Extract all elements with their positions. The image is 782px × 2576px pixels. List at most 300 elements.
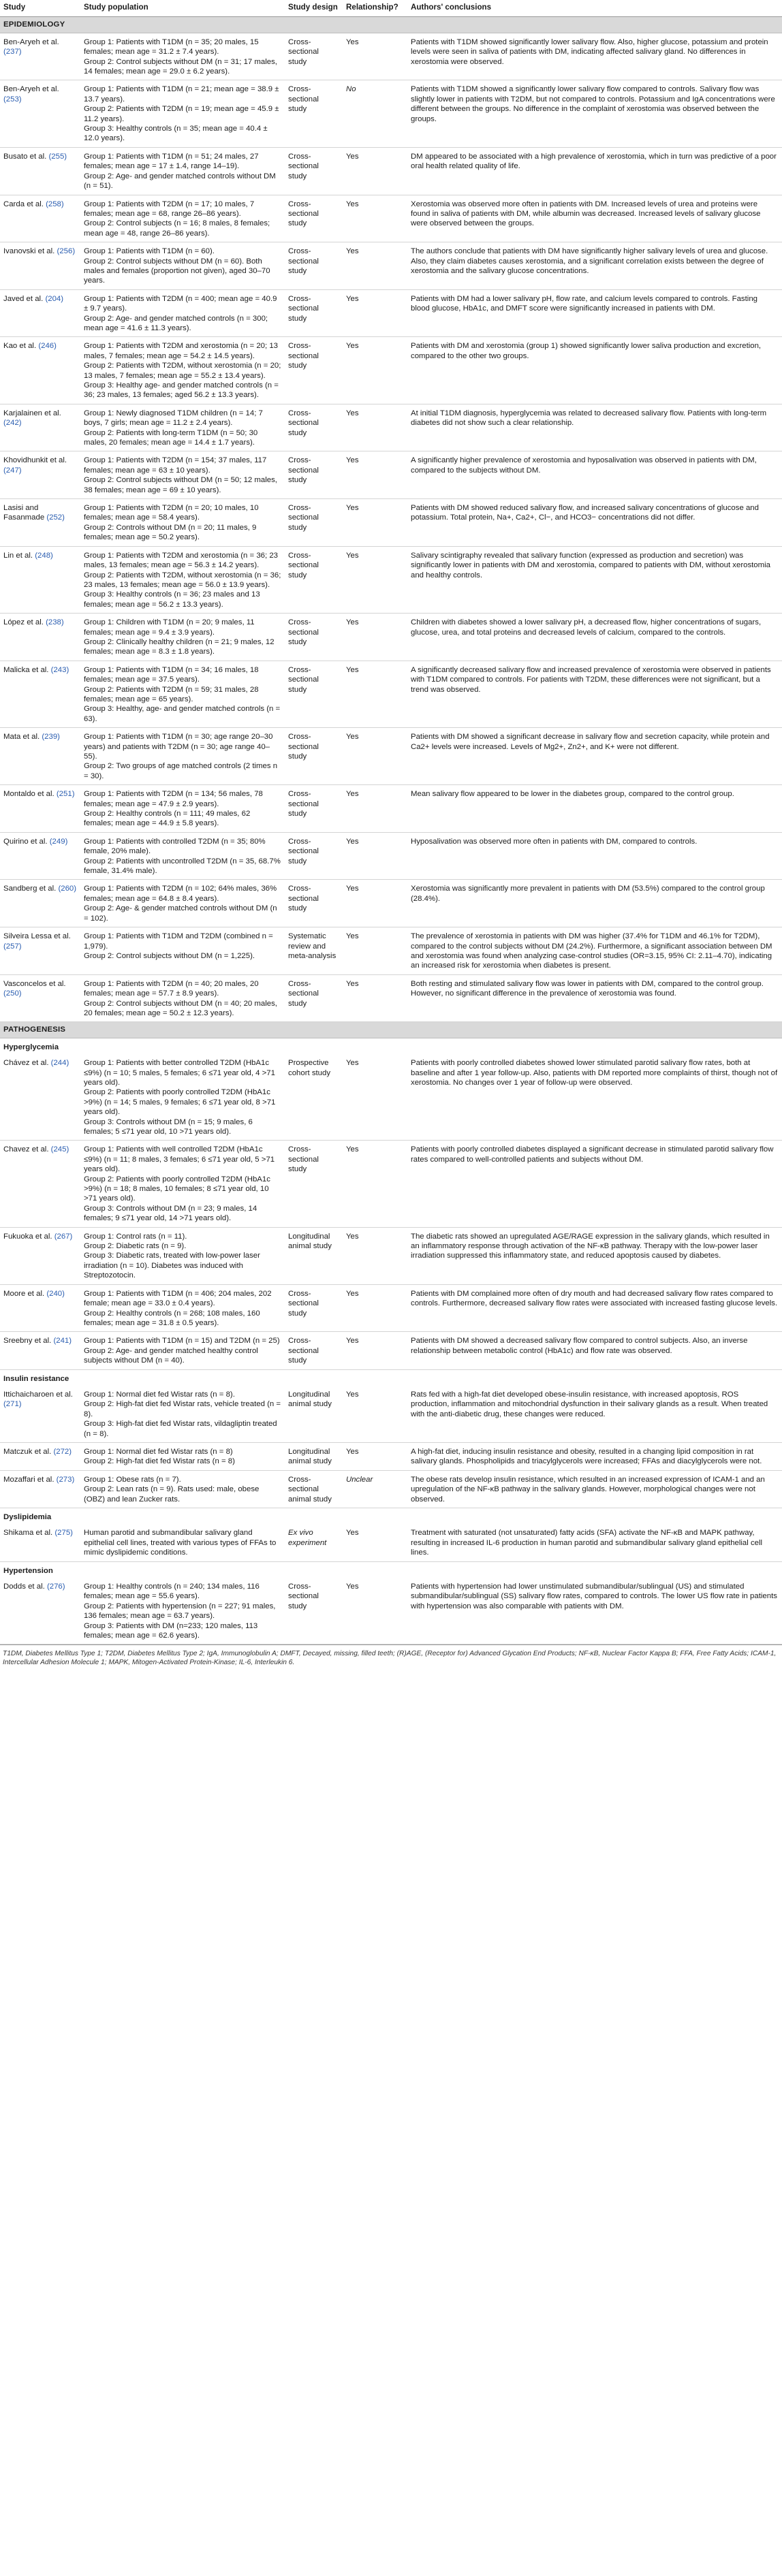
conclusions-cell: The diabetic rats showed an upregulated AGE/RAGE expression in the salivary glands, which resulted in an inflammatory response through activation of the NF-κB pathway. Therapy with the low-power laser irradiation suppressed this inflammatory state, and reduced apoptosis caused by diabetes.	[407, 1227, 782, 1284]
study-name: Quirino et al.	[3, 837, 48, 846]
population-group: Group 1: Normal diet fed Wistar rats (n = 8).	[84, 1390, 235, 1399]
study-reference-link[interactable]: (273)	[56, 1475, 75, 1484]
table-row	[0, 832, 782, 880]
table-row	[0, 927, 782, 975]
conclusions-cell: Patients with poorly controlled diabetes displayed a significant decrease in stimulated parotid salivary flow rates compared to well-controlled patients and subjects without DM.	[407, 1141, 782, 1227]
relationship-cell: Yes	[343, 1442, 407, 1470]
study-name: Fukuoka et al.	[3, 1232, 52, 1241]
study-reference-link[interactable]: (255)	[48, 152, 67, 161]
conclusions-cell: Xerostomia was significantly more prevalent in patients with DM (53.5%) compared to the control group (28.4%).	[407, 880, 782, 927]
population-group: Group 2: Patients with poorly controlled T2DM (HbA1c >9%) (n = 14; 5 males, 9 females; 6 ≤71 year old, 8 >71 years old).	[84, 1088, 276, 1117]
population-cell	[80, 1227, 285, 1284]
population-group: Group 2: Healthy controls (n = 111; 49 males, 62 females; mean age = 44.9 ± 5.8 years).	[84, 810, 251, 828]
study-reference-link[interactable]: (247)	[3, 466, 22, 475]
relationship-cell: Yes	[343, 546, 407, 613]
population-group: Group 1: Patients with T2DM (n = 134; 56 males, 78 females; mean age = 47.9 ± 2.9 years).	[84, 790, 263, 808]
study-name: Montaldo et al.	[3, 790, 54, 799]
table-row	[0, 880, 782, 927]
table-row	[0, 546, 782, 613]
study-reference-link[interactable]: (252)	[46, 513, 65, 522]
study-name: Dodds et al.	[3, 1583, 45, 1591]
study-name: Kao et al.	[3, 342, 37, 351]
study-name: Lasisi and Fasanmade	[3, 504, 45, 522]
population-group: Group 2: Clinically healthy children (n = 21; 9 males, 12 females; mean age = 8.3 ± 1.8 years).	[84, 637, 275, 656]
population-group: Group 2: Patients with hypertension (n = 227; 91 males, 136 females; mean age = 63.7 years).	[84, 1602, 276, 1621]
table-row	[0, 614, 782, 661]
study-cell	[0, 974, 80, 1022]
header-study: Study	[0, 0, 80, 17]
population-group: Group 3: Healthy, age- and gender matched controls (n = 63).	[84, 705, 281, 723]
table-row	[0, 1470, 782, 1508]
population-cell	[80, 880, 285, 927]
design-cell: Cross-sectional study	[285, 785, 343, 833]
table-row	[0, 242, 782, 290]
study-cell	[0, 1524, 80, 1561]
population-group: Group 1: Patients with T2DM (n = 400; mean age = 40.9 ± 9.7 years).	[84, 294, 277, 313]
population-group: Group 2: Age- and gender matched controls without DM (n = 51).	[84, 172, 276, 191]
design-cell: Cross-sectional study	[285, 661, 343, 727]
table-row	[0, 1054, 782, 1141]
population-group: Group 1: Patients with better controlled T2DM (HbA1c ≤9%) (n = 10; 5 males, 5 females; 6 ≤71 year old, 4 >71 years old).	[84, 1059, 275, 1087]
conclusions-cell: Rats fed with a high-fat diet developed obese-insulin resistance, with increased apoptosis, ROS production, inflammation and mitochondrial dysfunction in their salivary glands as a result. When treated with the anti-diabetic drug, these changes were reduced.	[407, 1386, 782, 1443]
population-group: Group 1: Healthy controls (n = 240; 134 males, 116 females; mean age = 55.6 years).	[84, 1583, 260, 1601]
population-group: Group 1: Patients with T1DM (n = 15) and T2DM (n = 25)	[84, 1337, 280, 1346]
table-header	[0, 0, 782, 17]
population-group: Group 2: Patients with T2DM (n = 59; 31 males, 28 females; mean age = 65 years).	[84, 685, 259, 703]
study-reference-link[interactable]: (251)	[56, 790, 75, 799]
header-conclusions: Authors' conclusions	[407, 0, 782, 17]
population-group: Group 2: Patients with T2DM, without xerostomia (n = 20; 13 males, 7 females; mean age = 55.2 ± 13.4 years).	[84, 362, 281, 380]
conclusions-cell: The authors conclude that patients with DM have significantly higher salivary levels of urea and glucose. Also, they claim diabetes causes xerostomia, and a significant correlation exists between the degree of xerostomia and the salivary glucose concentrations.	[407, 242, 782, 290]
design-cell: Cross-sectional study	[285, 33, 343, 80]
population-group: Group 2: Control subjects (n = 16; 8 males, 8 females; mean age = 48, range 26–86 years).	[84, 219, 270, 238]
population-group: Group 1: Patients with well controlled T2DM (HbA1c ≤9%) (n = 11; 8 males, 3 females; 6 ≤71 year old, 5 >71 years old).	[84, 1145, 275, 1174]
population-cell	[80, 1470, 285, 1508]
population-cell	[80, 1578, 285, 1644]
study-reference-link[interactable]: (256)	[57, 247, 76, 256]
study-name: Sreebny et al.	[3, 1337, 52, 1346]
design-cell: Cross-sectional study	[285, 880, 343, 927]
subsection-title: Dyslipidemia	[3, 1513, 52, 1521]
study-name: Shikama et al.	[3, 1529, 53, 1538]
population-group: Group 1: Patients with T1DM (n = 51; 24 males, 27 females; mean age = 17 ± 1.4, range 14–19).	[84, 152, 259, 171]
design-cell: Systematic review and meta-analysis	[285, 927, 343, 975]
relationship-cell: Yes	[343, 1578, 407, 1644]
study-cell	[0, 451, 80, 499]
population-group: Group 2: Control subjects without DM (n = 40; 20 males, 20 females; mean age = 50.2 ± 12.3 years).	[84, 999, 277, 1017]
conclusions-cell: A significantly decreased salivary flow and increased prevalence of xerostomia were observed in patients with T1DM compared to controls. For patients with T2DM, these differences were not significant, but a trend was observed.	[407, 661, 782, 727]
study-name: Javed et al.	[3, 294, 44, 303]
study-cell	[0, 1284, 80, 1332]
study-reference-link[interactable]: (242)	[3, 419, 22, 428]
study-cell	[0, 80, 80, 147]
header-row	[0, 0, 782, 17]
table-row	[0, 337, 782, 404]
design-cell: Ex vivo experiment	[285, 1524, 343, 1561]
population-group: Group 3: Controls without DM (n = 23; 9 males, 14 females; 9 ≤71 year old, 14 >71 years old).	[84, 1204, 257, 1223]
relationship-cell: Yes	[343, 289, 407, 337]
population-group: Group 2: High-fat diet fed Wistar rats, vehicle treated (n = 8).	[84, 1400, 281, 1418]
table-row	[0, 195, 782, 242]
design-cell: Cross-sectional study	[285, 974, 343, 1022]
study-cell	[0, 661, 80, 727]
study-name: Silveira Lessa et al.	[3, 932, 71, 941]
table-row	[0, 1524, 782, 1561]
study-cell	[0, 33, 80, 80]
population-group: Group 1: Patients with T1DM (n = 35; 20 males, 15 females; mean age = 31.2 ± 7.4 years).	[84, 37, 259, 57]
population-group: Group 2: Age- and gender matched healthy control subjects without DM (n = 40).	[84, 1346, 258, 1365]
conclusions-cell: The obese rats develop insulin resistance, which resulted in an increased expression of ICAM-1 and an upregulation of the NF-κB pathway in the salivary glands. However, morphological changes were not observed.	[407, 1470, 782, 1508]
study-cell	[0, 728, 80, 785]
population-group: Group 3: Healthy controls (n = 35; mean age = 40.4 ± 12.0 years).	[84, 125, 268, 143]
design-cell: Cross-sectional study	[285, 614, 343, 661]
study-cell	[0, 880, 80, 927]
relationship-cell: Yes	[343, 1332, 407, 1369]
study-reference-link[interactable]: (249)	[49, 837, 68, 846]
study-name: Ittichaicharoen et al.	[3, 1390, 73, 1399]
population-group: Group 1: Patients with T1DM (n = 21; mean age = 38.9 ± 13.7 years).	[84, 85, 279, 104]
population-group: Group 1: Control rats (n = 11).	[84, 1232, 187, 1241]
study-name: Ben-Aryeh et al.	[3, 85, 59, 94]
population-cell	[80, 614, 285, 661]
study-reference-link[interactable]: (276)	[46, 1583, 65, 1591]
table-row	[0, 1386, 782, 1443]
relationship-cell: Yes	[343, 147, 407, 195]
population-group: Group 2: Healthy controls (n = 268; 108 males, 160 females; mean age = 31.8 ± 0.5 years).	[84, 1309, 260, 1327]
study-cell	[0, 1332, 80, 1369]
study-reference-link[interactable]: (244)	[50, 1059, 69, 1068]
relationship-cell: Yes	[343, 1524, 407, 1561]
population-cell	[80, 974, 285, 1022]
study-name: Mozaffari et al.	[3, 1475, 54, 1484]
relationship-cell: Unclear	[343, 1470, 407, 1508]
relationship-cell: Yes	[343, 1141, 407, 1227]
subsection-title: Hypertension	[3, 1566, 53, 1575]
population-cell	[80, 499, 285, 547]
study-cell	[0, 242, 80, 290]
section-row	[0, 17, 782, 33]
table-row	[0, 1442, 782, 1470]
conclusions-cell: Patients with DM showed reduced salivary flow, and increased salivary concentrations of glucose and potassium. Total protein, Na+, Ca2+, Cl−, and HCO3− concentrations did not differ.	[407, 499, 782, 547]
population-cell	[80, 33, 285, 80]
relationship-cell: Yes	[343, 728, 407, 785]
study-reference-link[interactable]: (275)	[54, 1529, 73, 1538]
design-cell: Cross-sectional study	[285, 404, 343, 451]
table-row	[0, 147, 782, 195]
conclusions-cell: Treatment with saturated (not unsaturated) fatty acids (SFA) activate the NF-κB and MAPK pathway, resulting in increased IL-6 production in human parotid and submandibular salivary gland epithelial cell lines.	[407, 1524, 782, 1561]
study-reference-link[interactable]: (258)	[46, 200, 64, 208]
conclusions-cell: The prevalence of xerostomia in patients with DM was higher (37.4% for T1DM and 46.1% for T2DM), compared to the control subjects without DM (24.2%). Furthermore, a significant association between DM and xerostomia was found when analyzing case-control studies (OR=3.15, 95% CI: 2.11–4.70), indicating an increased risk for xerostomia when diabetes is present.	[407, 927, 782, 975]
design-cell: Cross-sectional study	[285, 499, 343, 547]
population-group: Group 2: Patients with T2DM, without xerostomia (n = 36; 23 males, 13 females; mean age = 56.0 ± 13.9 years).	[84, 571, 281, 589]
study-cell	[0, 289, 80, 337]
population-cell	[80, 927, 285, 975]
population-group: Group 2: Control subjects without DM (n = 1,225).	[84, 951, 255, 960]
study-reference-link[interactable]: (204)	[45, 294, 64, 303]
conclusions-cell: Salivary scintigraphy revealed that salivary function (expressed as production and secretion) was significantly lower in patients with DM and xerostomia, compared to patients with DM, without xerostomia and healthy controls.	[407, 546, 782, 613]
design-cell: Cross-sectional study	[285, 728, 343, 785]
population-cell	[80, 728, 285, 785]
study-cell	[0, 1386, 80, 1443]
design-cell: Longitudinal animal study	[285, 1227, 343, 1284]
population-group: Group 2: Patients with uncontrolled T2DM (n = 35, 68.7% female, 31.4% male).	[84, 857, 281, 876]
population-cell	[80, 1054, 285, 1141]
study-reference-link[interactable]: (246)	[38, 342, 57, 351]
population-group: Human parotid and submandibular salivary gland epithelial cell lines, treated with various types of FFAs to mimic dyslipidemic conditions.	[84, 1529, 277, 1557]
population-cell	[80, 242, 285, 290]
population-cell	[80, 1524, 285, 1561]
conclusions-cell: Patients with poorly controlled diabetes showed lower stimulated parotid salivary flow rates, both at baseline and after 1 year follow-up. Also, patients with DM reported more complaints of thirst, though not of xerostomia. No changes over 1 year of follow-up were observed.	[407, 1054, 782, 1141]
study-cell	[0, 1227, 80, 1284]
table-row	[0, 451, 782, 499]
header-design: Study design	[285, 0, 343, 17]
study-cell	[0, 1578, 80, 1644]
study-reference-link[interactable]: (238)	[46, 618, 64, 627]
population-cell	[80, 147, 285, 195]
subsection-row	[0, 1508, 782, 1525]
study-name: Karjalainen et al.	[3, 409, 61, 417]
study-reference-link[interactable]: (245)	[50, 1145, 69, 1154]
study-reference-link[interactable]: (260)	[58, 885, 77, 893]
population-group: Group 2: High-fat diet fed Wistar rats (n = 8)	[84, 1457, 235, 1466]
study-reference-link[interactable]: (267)	[54, 1232, 73, 1241]
population-group: Group 3: Diabetic rats, treated with low-power laser irradiation (n = 10). Diabetes was induced with Streptozotocin.	[84, 1252, 260, 1280]
design-cell: Cross-sectional study	[285, 80, 343, 147]
table-row	[0, 1284, 782, 1332]
table-row	[0, 33, 782, 80]
study-name: Khovidhunkit et al.	[3, 456, 67, 465]
relationship-cell: Yes	[343, 451, 407, 499]
table-row	[0, 1227, 782, 1284]
population-cell	[80, 661, 285, 727]
conclusions-cell: Both resting and stimulated salivary flow was lower in patients with DM, compared to the control group. However, no significant difference in the prevalence of xerostomia was found.	[407, 974, 782, 1022]
design-cell: Cross-sectional study	[285, 242, 343, 290]
population-group: Group 2: Control subjects without DM (n = 60). Both males and females (proportion not given), aged 30–70 years.	[84, 257, 270, 285]
population-group: Group 1: Patients with T1DM (n = 60).	[84, 247, 215, 256]
study-reference-link[interactable]: (240)	[46, 1289, 65, 1298]
study-name: Chavez et al.	[3, 1145, 49, 1154]
table-row	[0, 974, 782, 1022]
population-group: Group 2: Age- and gender matched controls (n = 300; mean age = 41.6 ± 11.3 years).	[84, 314, 268, 332]
subsection-row	[0, 1369, 782, 1386]
population-group: Group 1: Patients with T2DM (n = 17; 10 males, 7 females; mean age = 68, range 26–86 years).	[84, 200, 255, 218]
subsection-title: Hyperglycemia	[3, 1043, 59, 1051]
population-cell	[80, 337, 285, 404]
population-group: Group 1: Normal diet fed Wistar rats (n = 8)	[84, 1447, 233, 1456]
study-reference-link[interactable]: (239)	[42, 733, 60, 742]
conclusions-cell: Patients with DM complained more often of dry mouth and had decreased salivary flow rates compared to controls. Furthermore, decreased salivary flow rates were associated with increased fasting glucose levels.	[407, 1284, 782, 1332]
study-name: Mata et al.	[3, 733, 40, 742]
relationship-cell: Yes	[343, 832, 407, 880]
design-cell: Cross-sectional study	[285, 546, 343, 613]
study-name: López et al.	[3, 618, 44, 627]
relationship-cell: Yes	[343, 785, 407, 833]
study-name: Moore et al.	[3, 1289, 45, 1298]
conclusions-cell: A significantly higher prevalence of xerostomia and hyposalivation was observed in patients with DM, compared to the subjects without DM.	[407, 451, 782, 499]
population-group: Group 2: Patients with long-term T1DM (n = 50; 30 males, 20 females; mean age = 14.4 ± 1.7 years).	[84, 428, 258, 447]
conclusions-cell: Patients with DM had a lower salivary pH, flow rate, and calcium levels compared to controls. Fasting blood glucose, HbA1c, and DMFT score were significantly increased in patients with DM.	[407, 289, 782, 337]
conclusions-cell: DM appeared to be associated with a high prevalence of xerostomia, which in turn was predictive of a poor oral health related quality of life.	[407, 147, 782, 195]
study-cell	[0, 546, 80, 613]
table-row	[0, 1141, 782, 1227]
study-cell	[0, 404, 80, 451]
population-cell	[80, 80, 285, 147]
population-cell	[80, 1332, 285, 1369]
table-row	[0, 289, 782, 337]
conclusions-cell: At initial T1DM diagnosis, hyperglycemia was related to decreased salivary flow. Patients with long-term diabetes did not show such a clear relationship.	[407, 404, 782, 451]
relationship-cell: Yes	[343, 33, 407, 80]
table-row	[0, 80, 782, 147]
population-group: Group 1: Patients with controlled T2DM (n = 35; 80% female, 20% male).	[84, 837, 266, 856]
design-cell: Cross-sectional animal study	[285, 1470, 343, 1508]
population-group: Group 1: Newly diagnosed T1DM children (n = 14; 7 boys, 7 girls; mean age = 11.2 ± 2.4 years).	[84, 409, 263, 428]
relationship-cell: Yes	[343, 499, 407, 547]
header-relationship: Relationship?	[343, 0, 407, 17]
study-name: Matczuk et al.	[3, 1447, 52, 1456]
study-reference-link[interactable]: (271)	[3, 1400, 22, 1409]
design-cell: Prospective cohort study	[285, 1054, 343, 1141]
table-row	[0, 404, 782, 451]
study-name: Lin et al.	[3, 551, 33, 560]
population-group: Group 2: Lean rats (n = 9). Rats used: male, obese (OBZ) and lean Zucker rats.	[84, 1485, 260, 1504]
design-cell: Cross-sectional study	[285, 451, 343, 499]
study-name: Chávez et al.	[3, 1059, 49, 1068]
design-cell: Longitudinal animal study	[285, 1442, 343, 1470]
design-cell: Cross-sectional study	[285, 147, 343, 195]
study-reference-link[interactable]: (257)	[3, 942, 22, 951]
table-row	[0, 1578, 782, 1644]
study-cell	[0, 147, 80, 195]
conclusions-cell: Patients with T1DM showed significantly lower salivary flow. Also, higher glucose, potassium and protein levels were seen in saliva of patients with DM, indicating affected salivary gland. No differences in xerostomia were observed.	[407, 33, 782, 80]
study-cell	[0, 195, 80, 242]
population-group: Group 3: Patients with DM (n=233; 120 males, 113 females; mean age = 62.6 years).	[84, 1621, 258, 1640]
study-name: Carda et al.	[3, 200, 44, 208]
relationship-cell: Yes	[343, 404, 407, 451]
population-cell	[80, 289, 285, 337]
relationship-cell: Yes	[343, 337, 407, 404]
section-title: EPIDEMIOLOGY	[0, 17, 782, 33]
study-name: Ben-Aryeh et al.	[3, 37, 59, 46]
design-cell: Longitudinal animal study	[285, 1386, 343, 1443]
study-cell	[0, 785, 80, 833]
section-title: PATHOGENESIS	[0, 1022, 782, 1038]
design-cell: Cross-sectional study	[285, 1578, 343, 1644]
relationship-cell: Yes	[343, 1386, 407, 1443]
table-row	[0, 785, 782, 833]
study-name: Malicka et al.	[3, 665, 49, 674]
population-group: Group 1: Obese rats (n = 7).	[84, 1475, 181, 1484]
conclusions-cell: Children with diabetes showed a lower salivary pH, a decreased flow, higher concentrations of sugars, glucose, urea, and total proteins and decreased levels of calcium, compared to the controls.	[407, 614, 782, 661]
design-cell: Cross-sectional study	[285, 289, 343, 337]
relationship-cell: Yes	[343, 1227, 407, 1284]
table-row	[0, 499, 782, 547]
population-group: Group 1: Patients with T1DM (n = 34; 16 males, 18 females; mean age = 37.5 years).	[84, 665, 259, 684]
population-group: Group 2: Two groups of age matched controls (2 times n = 30).	[84, 762, 278, 780]
study-reference-link[interactable]: (253)	[3, 95, 22, 104]
conclusions-cell: Mean salivary flow appeared to be lower in the diabetes group, compared to the control group.	[407, 785, 782, 833]
study-cell	[0, 832, 80, 880]
study-name: Busato et al.	[3, 152, 47, 161]
population-cell	[80, 832, 285, 880]
population-group: Group 3: Healthy age- and gender matched controls (n = 36; 23 males, 13 females; aged 56.2 ± 13.3 years).	[84, 381, 279, 400]
study-reference-link[interactable]: (272)	[53, 1447, 72, 1456]
design-cell: Cross-sectional study	[285, 1332, 343, 1369]
population-cell	[80, 1386, 285, 1443]
header-population: Study population	[80, 0, 285, 17]
study-cell	[0, 927, 80, 975]
population-group: Group 1: Patients with T2DM and xerostomia (n = 20; 13 males, 7 females; mean age = 54.2 ± 14.5 years).	[84, 342, 279, 360]
population-group: Group 2: Diabetic rats (n = 9).	[84, 1242, 187, 1251]
population-group: Group 1: Patients with T2DM (n = 154; 37 males, 117 females; mean age = 63 ± 10 years).	[84, 456, 267, 475]
population-cell	[80, 546, 285, 613]
conclusions-cell: Patients with hypertension had lower unstimulated submandibular/sublingual (US) and stimulated submandibular/sublingual (SS) salivary flow rates, compared to controls. The lower US flow rate in patients with hypertension was also comparable with patients with DM.	[407, 1578, 782, 1644]
population-group: Group 1: Patients with T2DM (n = 20; 10 males, 10 females; mean age = 58.4 years).	[84, 504, 259, 522]
relationship-cell: Yes	[343, 927, 407, 975]
design-cell: Cross-sectional study	[285, 195, 343, 242]
design-cell: Cross-sectional study	[285, 832, 343, 880]
table-row	[0, 728, 782, 785]
conclusions-cell: Patients with DM and xerostomia (group 1) showed significantly lower saliva production and excretion, compared to the other two groups.	[407, 337, 782, 404]
study-reference-link[interactable]: (243)	[50, 665, 69, 674]
study-name: Sandberg et al.	[3, 885, 57, 893]
population-cell	[80, 404, 285, 451]
design-cell: Cross-sectional study	[285, 337, 343, 404]
table-body	[0, 17, 782, 1644]
relationship-cell: Yes	[343, 661, 407, 727]
study-cell	[0, 1054, 80, 1141]
subsection-row	[0, 1561, 782, 1578]
population-group: Group 3: Controls without DM (n = 15; 9 males, 6 females; 5 ≤71 year old, 10 >71 years old).	[84, 1117, 253, 1136]
design-cell: Cross-sectional study	[285, 1284, 343, 1332]
study-reference-link[interactable]: (237)	[3, 48, 22, 57]
population-group: Group 3: High-fat diet fed Wistar rats, vildagliptin treated (n = 8).	[84, 1420, 277, 1438]
relationship-cell: Yes	[343, 242, 407, 290]
subsection-row	[0, 1038, 782, 1054]
conclusions-cell: Patients with DM showed a decreased salivary flow compared to control subjects. Also, an inverse relationship between metabolic control (HbA1c) and flow rate was observed.	[407, 1332, 782, 1369]
study-reference-link[interactable]: (248)	[35, 551, 53, 560]
study-cell	[0, 499, 80, 547]
population-group: Group 2: Controls without DM (n = 20; 11 males, 9 females; mean age = 50.2 years).	[84, 523, 257, 542]
population-group: Group 1: Patients with T2DM (n = 40; 20 males, 20 females; mean age = 57.7 ± 8.9 years).	[84, 979, 259, 998]
study-reference-link[interactable]: (250)	[3, 989, 22, 998]
relationship-cell: Yes	[343, 195, 407, 242]
population-cell	[80, 1442, 285, 1470]
population-group: Group 1: Patients with T1DM and T2DM (combined n = 1,979).	[84, 932, 273, 951]
study-reference-link[interactable]: (241)	[53, 1337, 72, 1346]
population-group: Group 1: Children with T1DM (n = 20; 9 males, 11 females; mean age = 9.4 ± 3.9 years).	[84, 618, 255, 637]
conclusions-cell: Xerostomia was observed more often in patients with DM. Increased levels of urea and proteins were found in saliva of patients with DM, while albumin was decreased. Increased levels of salivary glucose were observed between the groups.	[407, 195, 782, 242]
relationship-cell: Yes	[343, 614, 407, 661]
study-name: Vasconcelos et al.	[3, 979, 66, 988]
population-group: Group 1: Patients with T2DM and xerostomia (n = 36; 23 males, 13 females; mean age = 56.3 ± 14.2 years).	[84, 551, 279, 570]
population-group: Group 2: Age- & gender matched controls without DM (n = 102).	[84, 904, 277, 923]
subsection-title: Insulin resistance	[3, 1374, 69, 1383]
population-cell	[80, 785, 285, 833]
population-group: Group 3: Healthy controls (n = 36; 23 males and 13 females; mean age = 56.2 ± 13.3 years).	[84, 590, 260, 609]
relationship-cell: Yes	[343, 880, 407, 927]
population-cell	[80, 1284, 285, 1332]
conclusions-cell: Hyposalivation was observed more often in patients with DM, compared to controls.	[407, 832, 782, 880]
study-cell	[0, 1141, 80, 1227]
section-row	[0, 1022, 782, 1038]
population-group: Group 1: Patients with T2DM (n = 102; 64% males, 36% females; mean age = 64.8 ± 8.4 years).	[84, 885, 277, 903]
study-cell	[0, 1470, 80, 1508]
population-group: Group 1: Patients with T1DM (n = 30; age range 20–30 years) and patients with T2DM (n = 30; age range 40–55).	[84, 733, 273, 761]
population-cell	[80, 451, 285, 499]
population-group: Group 2: Control subjects without DM (n = 50; 12 males, 38 females; mean age = 69 ± 10 years).	[84, 476, 277, 494]
population-cell	[80, 1141, 285, 1227]
conclusions-cell: A high-fat diet, inducing insulin resistance and obesity, resulted in a changing lipid composition in rat salivary glands. Phospholipids and triacylglycerols were increased; FFAs and diacylglycerols were not.	[407, 1442, 782, 1470]
